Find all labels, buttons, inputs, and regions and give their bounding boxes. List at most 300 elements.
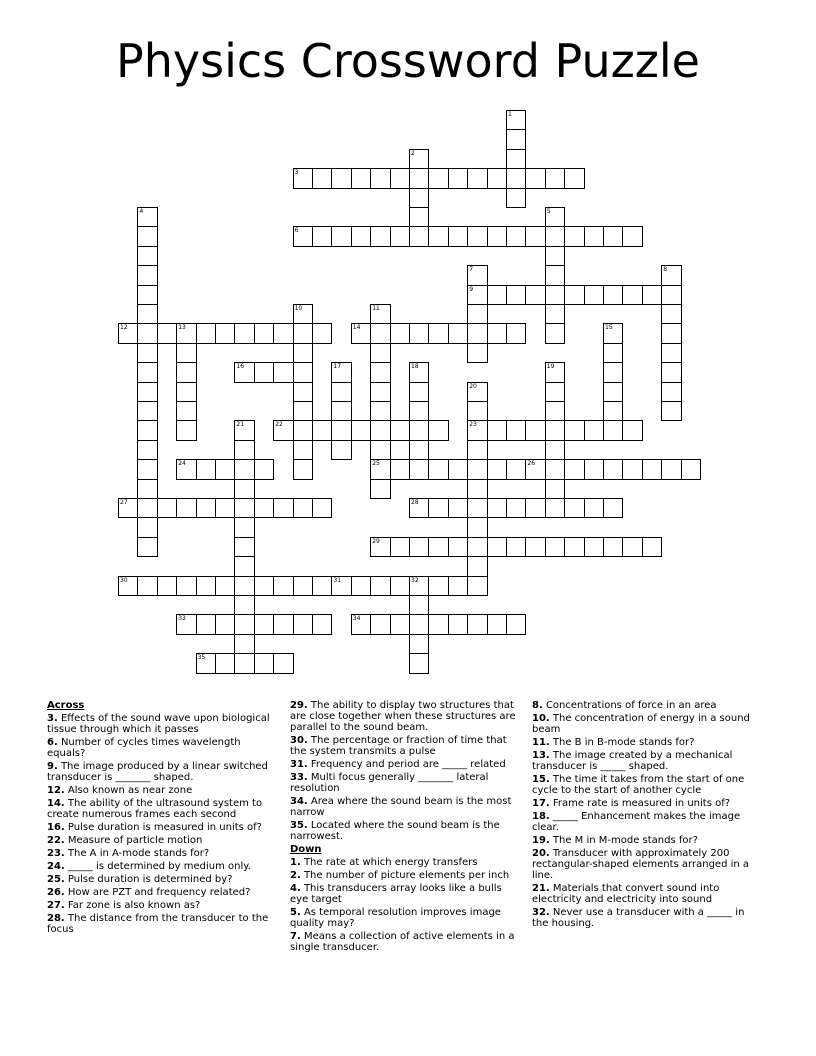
grid-cell[interactable] [409, 576, 429, 596]
clue-item-number: 24. [47, 861, 65, 872]
clue-item-number: 25. [47, 874, 65, 885]
grid-cell[interactable] [390, 576, 410, 596]
grid-cell[interactable] [506, 110, 526, 130]
grid-cell[interactable] [661, 343, 681, 363]
grid-cell[interactable] [506, 149, 526, 169]
grid-cell[interactable] [293, 498, 313, 518]
grid-cell[interactable] [603, 226, 623, 246]
grid-cell[interactable] [467, 285, 487, 305]
grid-cell[interactable] [506, 226, 526, 246]
grid-cell[interactable] [409, 149, 429, 169]
clue-number: 13 [178, 324, 186, 332]
grid-cell[interactable] [234, 634, 254, 654]
grid-cell[interactable] [545, 401, 565, 421]
grid-cell[interactable] [215, 614, 235, 634]
grid-cell[interactable] [642, 537, 662, 557]
clue-item: 20. Transducer with approximately 200 rectangular-shaped elements arranged in a line. [532, 848, 750, 881]
grid-cell[interactable] [487, 537, 507, 557]
grid-cell[interactable] [370, 343, 390, 363]
grid-cell[interactable] [409, 420, 429, 440]
grid-cell[interactable] [137, 420, 157, 440]
grid-cell[interactable] [409, 459, 429, 479]
grid-cell[interactable] [603, 459, 623, 479]
grid-cell[interactable] [370, 401, 390, 421]
grid-cell[interactable] [293, 343, 313, 363]
grid-cell[interactable] [525, 285, 545, 305]
grid-cell[interactable] [351, 168, 371, 188]
grid-cell[interactable] [331, 440, 351, 460]
grid-cell[interactable] [293, 226, 313, 246]
grid-cell[interactable] [545, 323, 565, 343]
grid-cell[interactable] [467, 479, 487, 499]
grid-cell[interactable] [254, 653, 274, 673]
grid-cell[interactable] [545, 382, 565, 402]
grid-cell[interactable] [293, 440, 313, 460]
grid-cell[interactable] [487, 285, 507, 305]
grid-cell[interactable] [467, 498, 487, 518]
grid-cell[interactable] [506, 537, 526, 557]
grid-cell[interactable] [525, 420, 545, 440]
grid-cell[interactable] [545, 246, 565, 266]
grid-cell[interactable] [487, 420, 507, 440]
grid-cell[interactable] [428, 168, 448, 188]
grid-cell[interactable] [448, 537, 468, 557]
grid-cell[interactable] [448, 168, 468, 188]
grid-cell[interactable] [467, 556, 487, 576]
grid-cell[interactable] [137, 323, 157, 343]
grid-cell[interactable] [642, 285, 662, 305]
grid-cell[interactable] [545, 226, 565, 246]
grid-cell[interactable] [312, 498, 332, 518]
grid-cell[interactable] [370, 440, 390, 460]
grid-cell[interactable] [234, 653, 254, 673]
grid-cell[interactable] [564, 168, 584, 188]
grid-cell[interactable] [603, 498, 623, 518]
grid-cell[interactable] [622, 459, 642, 479]
grid-cell[interactable] [661, 304, 681, 324]
grid-cell[interactable] [234, 420, 254, 440]
grid-cell[interactable] [370, 382, 390, 402]
grid-cell[interactable] [603, 420, 623, 440]
grid-cell[interactable] [564, 537, 584, 557]
grid-cell[interactable] [370, 323, 390, 343]
clue-number: 11 [372, 305, 380, 312]
grid-cell[interactable] [254, 323, 274, 343]
grid-cell[interactable] [467, 265, 487, 285]
grid-cell[interactable] [312, 168, 332, 188]
grid-cell[interactable] [234, 595, 254, 615]
grid-cell[interactable] [467, 401, 487, 421]
grid-cell[interactable] [390, 226, 410, 246]
grid-cell[interactable] [467, 168, 487, 188]
grid-cell[interactable] [137, 440, 157, 460]
grid-cell[interactable] [467, 576, 487, 596]
grid-cell[interactable] [545, 420, 565, 440]
clue-item-number: 12. [47, 785, 65, 796]
grid-cell[interactable] [234, 576, 254, 596]
grid-cell[interactable] [545, 304, 565, 324]
grid-cell[interactable] [467, 323, 487, 343]
clue-item: 27. Far zone is also known as? [47, 900, 201, 911]
grid-cell[interactable] [390, 537, 410, 557]
grid-cell[interactable] [273, 420, 293, 440]
grid-cell[interactable] [137, 246, 157, 266]
grid-cell[interactable] [234, 323, 254, 343]
grid-cell[interactable] [525, 168, 545, 188]
grid-cell[interactable] [409, 168, 429, 188]
grid-cell[interactable] [137, 304, 157, 324]
grid-cell[interactable] [215, 498, 235, 518]
grid-cell[interactable] [448, 323, 468, 343]
grid-cell[interactable] [215, 459, 235, 479]
grid-cell[interactable] [370, 168, 390, 188]
grid-cell[interactable] [176, 420, 196, 440]
grid-cell[interactable] [215, 576, 235, 596]
grid-cell[interactable] [273, 576, 293, 596]
grid-cell[interactable] [545, 440, 565, 460]
grid-cell[interactable] [564, 420, 584, 440]
grid-cell[interactable] [409, 401, 429, 421]
grid-cell[interactable] [157, 498, 177, 518]
grid-cell[interactable] [370, 537, 390, 557]
grid-cell[interactable] [603, 323, 623, 343]
grid-cell[interactable] [506, 614, 526, 634]
grid-cell[interactable] [661, 401, 681, 421]
grid-cell[interactable] [312, 226, 332, 246]
grid-cell[interactable] [603, 382, 623, 402]
grid-cell[interactable] [487, 168, 507, 188]
grid-cell[interactable] [545, 498, 565, 518]
grid-cell[interactable] [428, 537, 448, 557]
grid-cell[interactable] [390, 420, 410, 440]
grid-cell[interactable] [467, 440, 487, 460]
grid-cell[interactable] [428, 420, 448, 440]
grid-cell[interactable] [661, 382, 681, 402]
grid-cell[interactable] [273, 362, 293, 382]
grid-cell[interactable] [370, 479, 390, 499]
grid-cell[interactable] [487, 323, 507, 343]
grid-cell[interactable] [157, 576, 177, 596]
grid-cell[interactable] [409, 537, 429, 557]
grid-cell[interactable] [118, 576, 138, 596]
grid-cell[interactable] [351, 576, 371, 596]
grid-cell[interactable] [118, 498, 138, 518]
grid-cell[interactable] [467, 420, 487, 440]
grid-cell[interactable] [506, 420, 526, 440]
grid-cell[interactable] [409, 362, 429, 382]
grid-cell[interactable] [642, 459, 662, 479]
grid-cell[interactable] [603, 401, 623, 421]
grid-cell[interactable] [137, 517, 157, 537]
grid-cell[interactable] [467, 537, 487, 557]
grid-cell[interactable] [176, 323, 196, 343]
grid-cell[interactable] [176, 614, 196, 634]
grid-cell[interactable] [564, 498, 584, 518]
grid-cell[interactable] [157, 323, 177, 343]
grid-cell[interactable] [661, 323, 681, 343]
grid-cell[interactable] [545, 168, 565, 188]
grid-cell[interactable] [409, 634, 429, 654]
clue-number: 34 [352, 615, 361, 623]
grid-cell[interactable] [370, 304, 390, 324]
grid-cell[interactable] [331, 576, 351, 596]
grid-cell[interactable] [409, 440, 429, 460]
grid-cell[interactable] [351, 323, 371, 343]
grid-cell[interactable] [545, 285, 565, 305]
grid-cell[interactable] [196, 323, 216, 343]
grid-cell[interactable] [525, 226, 545, 246]
grid-cell[interactable] [331, 226, 351, 246]
grid-cell[interactable] [448, 576, 468, 596]
grid-cell[interactable] [176, 498, 196, 518]
grid-cell[interactable] [409, 614, 429, 634]
grid-cell[interactable] [661, 459, 681, 479]
grid-cell[interactable] [564, 285, 584, 305]
grid-cell[interactable] [603, 537, 623, 557]
grid-cell[interactable] [254, 614, 274, 634]
grid-cell[interactable] [661, 265, 681, 285]
grid-cell[interactable] [506, 129, 526, 149]
grid-cell[interactable] [467, 614, 487, 634]
grid-cell[interactable] [234, 614, 254, 634]
grid-cell[interactable] [584, 420, 604, 440]
grid-cell[interactable] [525, 498, 545, 518]
grid-cell[interactable] [273, 653, 293, 673]
grid-cell[interactable] [293, 420, 313, 440]
grid-cell[interactable] [293, 401, 313, 421]
grid-cell[interactable] [331, 168, 351, 188]
grid-cell[interactable] [312, 576, 332, 596]
grid-cell[interactable] [622, 420, 642, 440]
grid-cell[interactable] [137, 343, 157, 363]
grid-cell[interactable] [196, 498, 216, 518]
grid-cell[interactable] [603, 285, 623, 305]
grid-cell[interactable] [234, 556, 254, 576]
grid-cell[interactable] [234, 479, 254, 499]
grid-cell[interactable] [370, 226, 390, 246]
grid-cell[interactable] [448, 498, 468, 518]
grid-cell[interactable] [467, 226, 487, 246]
grid-cell[interactable] [545, 459, 565, 479]
grid-cell[interactable] [137, 537, 157, 557]
clue-number: 2 [411, 149, 415, 157]
grid-cell[interactable] [312, 420, 332, 440]
grid-cell[interactable] [137, 207, 157, 227]
grid-cell[interactable] [331, 401, 351, 421]
clue-number: 25 [372, 460, 380, 468]
grid-cell[interactable] [293, 323, 313, 343]
clues-column-1 [47, 700, 273, 937]
grid-cell[interactable] [584, 285, 604, 305]
grid-cell[interactable] [409, 323, 429, 343]
grid-cell[interactable] [564, 226, 584, 246]
grid-cell[interactable] [487, 614, 507, 634]
grid-cell[interactable] [370, 614, 390, 634]
grid-cell[interactable] [176, 576, 196, 596]
grid-cell[interactable] [390, 168, 410, 188]
grid-cell[interactable] [487, 226, 507, 246]
grid-cell[interactable] [506, 285, 526, 305]
grid-cell[interactable] [176, 382, 196, 402]
grid-cell[interactable] [254, 362, 274, 382]
grid-cell[interactable] [293, 459, 313, 479]
grid-cell[interactable] [564, 459, 584, 479]
grid-cell[interactable] [428, 576, 448, 596]
grid-cell[interactable] [506, 459, 526, 479]
grid-cell[interactable] [545, 265, 565, 285]
grid-cell[interactable] [409, 207, 429, 227]
grid-cell[interactable] [137, 362, 157, 382]
grid-cell[interactable] [293, 362, 313, 382]
grid-cell[interactable] [525, 459, 545, 479]
clue-item: 23. The A in A-mode stands for? [47, 848, 210, 859]
grid-cell[interactable] [293, 382, 313, 402]
grid-cell[interactable] [137, 479, 157, 499]
clue-item: 35. Located where the sound beam is the narrowest. [290, 820, 500, 842]
clue-number: 27 [120, 499, 128, 506]
grid-cell[interactable] [312, 323, 332, 343]
clue-item-number: 13. [532, 750, 550, 761]
grid-cell[interactable] [234, 440, 254, 460]
grid-cell[interactable] [370, 420, 390, 440]
grid-cell[interactable] [681, 459, 701, 479]
grid-cell[interactable] [234, 498, 254, 518]
grid-cell[interactable] [370, 362, 390, 382]
grid-cell[interactable] [506, 498, 526, 518]
grid-cell[interactable] [525, 537, 545, 557]
grid-cell[interactable] [273, 323, 293, 343]
grid-cell[interactable] [254, 498, 274, 518]
grid-cell[interactable] [506, 188, 526, 208]
grid-cell[interactable] [137, 459, 157, 479]
grid-cell[interactable] [234, 537, 254, 557]
clue-item: 10. The concentration of energy in a sound beam [532, 713, 750, 735]
grid-cell[interactable] [215, 323, 235, 343]
grid-cell[interactable] [467, 343, 487, 363]
grid-cell[interactable] [118, 323, 138, 343]
grid-cell[interactable] [293, 614, 313, 634]
grid-cell[interactable] [176, 459, 196, 479]
grid-cell[interactable] [428, 459, 448, 479]
grid-cell[interactable] [351, 226, 371, 246]
grid-cell[interactable] [409, 498, 429, 518]
grid-cell[interactable] [409, 188, 429, 208]
grid-cell[interactable] [584, 537, 604, 557]
grid-cell[interactable] [409, 382, 429, 402]
grid-cell[interactable] [545, 362, 565, 382]
grid-cell[interactable] [603, 343, 623, 363]
grid-cell[interactable] [622, 285, 642, 305]
grid-cell[interactable] [390, 459, 410, 479]
clue-item: 16. Pulse duration is measured in units of? [47, 822, 262, 833]
grid-cell[interactable] [137, 265, 157, 285]
grid-cell[interactable] [293, 168, 313, 188]
grid-cell[interactable] [661, 285, 681, 305]
grid-cell[interactable] [584, 498, 604, 518]
grid-cell[interactable] [428, 498, 448, 518]
grid-cell[interactable] [137, 285, 157, 305]
grid-cell[interactable] [467, 304, 487, 324]
grid-cell[interactable] [196, 653, 216, 673]
grid-cell[interactable] [448, 614, 468, 634]
clue-number: 22 [275, 421, 283, 429]
grid-cell[interactable] [176, 362, 196, 382]
grid-cell[interactable] [331, 382, 351, 402]
grid-cell[interactable] [273, 498, 293, 518]
grid-cell[interactable] [545, 537, 565, 557]
grid-cell[interactable] [409, 653, 429, 673]
grid-cell[interactable] [254, 576, 274, 596]
grid-cell[interactable] [428, 614, 448, 634]
grid-cell[interactable] [351, 420, 371, 440]
grid-cell[interactable] [137, 576, 157, 596]
grid-cell[interactable] [584, 226, 604, 246]
grid-cell[interactable] [370, 459, 390, 479]
grid-cell[interactable] [428, 226, 448, 246]
grid-cell[interactable] [467, 517, 487, 537]
grid-cell[interactable] [176, 401, 196, 421]
grid-cell[interactable] [215, 653, 235, 673]
grid-cell[interactable] [584, 459, 604, 479]
clue-item: 24. _____ is determined by medium only. [47, 861, 251, 872]
grid-cell[interactable] [234, 517, 254, 537]
grid-cell[interactable] [370, 576, 390, 596]
grid-cell[interactable] [409, 595, 429, 615]
grid-cell[interactable] [273, 614, 293, 634]
grid-cell[interactable] [137, 226, 157, 246]
grid-cell[interactable] [351, 614, 371, 634]
clue-item-number: 34. [290, 796, 308, 807]
grid-cell[interactable] [176, 343, 196, 363]
grid-cell[interactable] [467, 382, 487, 402]
clues-column-3 [532, 700, 758, 931]
grid-cell[interactable] [409, 226, 429, 246]
grid-cell[interactable] [293, 576, 313, 596]
grid-cell[interactable] [448, 226, 468, 246]
clue-number: 21 [236, 421, 245, 429]
clue-item-number: 2. [290, 870, 301, 881]
grid-cell[interactable] [428, 323, 448, 343]
grid-cell[interactable] [448, 459, 468, 479]
grid-cell[interactable] [137, 401, 157, 421]
grid-cell[interactable] [137, 382, 157, 402]
grid-cell[interactable] [487, 498, 507, 518]
grid-cell[interactable] [622, 537, 642, 557]
grid-cell[interactable] [545, 207, 565, 227]
grid-cell[interactable] [196, 614, 216, 634]
grid-cell[interactable] [661, 362, 681, 382]
grid-cell[interactable] [196, 576, 216, 596]
grid-cell[interactable] [254, 459, 274, 479]
grid-cell[interactable] [331, 362, 351, 382]
grid-cell[interactable] [390, 323, 410, 343]
grid-cell[interactable] [467, 459, 487, 479]
grid-cell[interactable] [506, 323, 526, 343]
grid-cell[interactable] [312, 614, 332, 634]
grid-cell[interactable] [196, 459, 216, 479]
grid-cell[interactable] [331, 420, 351, 440]
grid-cell[interactable] [545, 479, 565, 499]
grid-cell[interactable] [234, 362, 254, 382]
grid-cell[interactable] [137, 498, 157, 518]
grid-cell[interactable] [622, 226, 642, 246]
grid-cell[interactable] [487, 459, 507, 479]
grid-cell[interactable] [234, 459, 254, 479]
grid-cell[interactable] [603, 362, 623, 382]
grid-cell[interactable] [506, 168, 526, 188]
grid-cell[interactable] [293, 304, 313, 324]
grid-cell[interactable] [390, 614, 410, 634]
